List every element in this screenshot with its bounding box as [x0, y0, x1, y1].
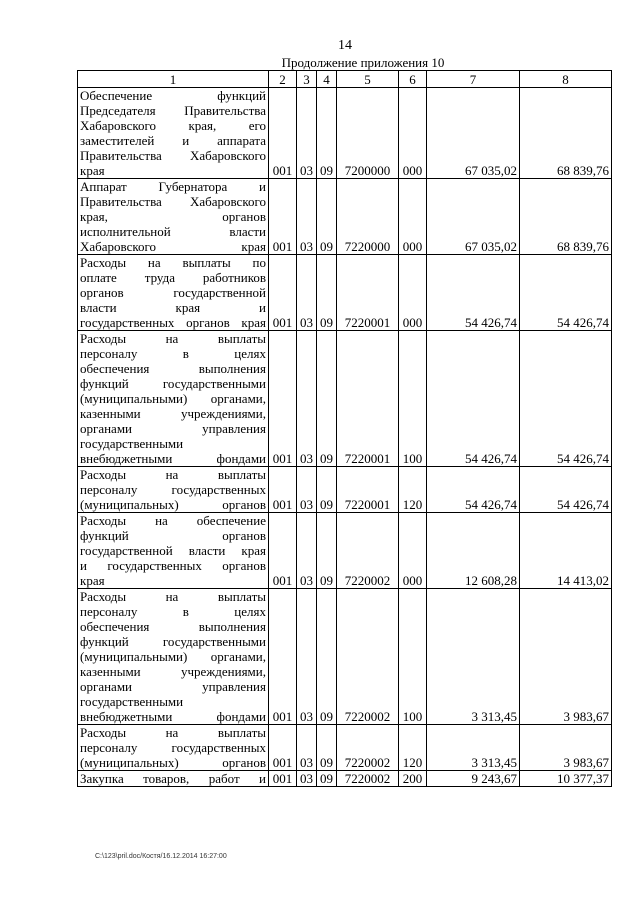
budget-table — [77, 70, 612, 787]
description-line: края — [80, 163, 105, 178]
ministry-code: 001 — [269, 589, 297, 725]
description-line: государственной власти края — [80, 543, 266, 558]
ministry-code: 001 — [269, 467, 297, 513]
table-row — [78, 725, 612, 771]
target-article-code: 7220001 — [337, 331, 399, 467]
expense-type-code: 000 — [399, 513, 427, 589]
subsection-code: 09 — [317, 513, 337, 589]
amount-year-2: 10 377,37 — [520, 771, 612, 787]
description-line: Расходы на выплаты — [80, 589, 266, 604]
amount-year-1: 3 313,45 — [427, 725, 520, 771]
subsection-code: 09 — [317, 255, 337, 331]
ministry-code: 001 — [269, 88, 297, 179]
amount-year-2: 3 983,67 — [520, 725, 612, 771]
description-line: органов государственной — [80, 285, 266, 300]
column-header-7: 7 — [427, 71, 520, 88]
description-line: Расходы на выплаты — [80, 725, 266, 740]
amount-year-2: 68 839,76 — [520, 179, 612, 255]
target-article-code: 7220002 — [337, 725, 399, 771]
ministry-code: 001 — [269, 179, 297, 255]
description-line: Расходы на выплаты — [80, 467, 266, 482]
amount-year-2: 14 413,02 — [520, 513, 612, 589]
table-row — [78, 513, 612, 589]
description-line: края, органов — [80, 209, 266, 224]
table-row — [78, 88, 612, 179]
target-article-code: 7220002 — [337, 589, 399, 725]
description-line: персоналу в целях — [80, 346, 266, 361]
description-line: Расходы на обеспечение — [80, 513, 266, 528]
description-line: (муниципальных) органов — [80, 755, 266, 770]
column-header-8: 8 — [520, 71, 612, 88]
subsection-code: 09 — [317, 179, 337, 255]
subsection-code: 09 — [317, 725, 337, 771]
description-line: функций органов — [80, 528, 266, 543]
section-code: 03 — [297, 331, 317, 467]
file-path-footer: C:\123\pril.doc/Костя/16.12.2014 16:27:00 — [95, 853, 227, 860]
target-article-code: 7220000 — [337, 179, 399, 255]
description-line: Правительства Хабаровского — [80, 148, 266, 163]
description-line: персоналу государственных — [80, 740, 266, 755]
description-line: (муниципальных) органов — [80, 497, 266, 512]
description-line: казенными учреждениями, — [80, 406, 266, 421]
description-line: обеспечения выполнения — [80, 361, 266, 376]
section-code: 03 — [297, 88, 317, 179]
description-line: края — [80, 573, 105, 588]
subsection-code: 09 — [317, 331, 337, 467]
description-line: органами управления — [80, 421, 266, 436]
page-number: 14 — [338, 38, 352, 53]
column-number-row — [78, 71, 612, 88]
section-code: 03 — [297, 255, 317, 331]
target-article-code: 7220002 — [337, 771, 399, 787]
table-row — [78, 179, 612, 255]
subsection-code: 09 — [317, 771, 337, 787]
subsection-code: 09 — [317, 589, 337, 725]
row-description — [78, 771, 269, 787]
table-row — [78, 255, 612, 331]
continuation-heading: Продолжение приложения 10 — [281, 55, 445, 70]
section-code: 03 — [297, 589, 317, 725]
amount-year-1: 12 608,28 — [427, 513, 520, 589]
description-line: внебюджетными фондами — [80, 451, 266, 466]
description-line: казенными учреждениями, — [80, 664, 266, 679]
description-line: заместителей и аппарата — [80, 133, 266, 148]
subsection-code: 09 — [317, 88, 337, 179]
amount-year-2: 68 839,76 — [520, 88, 612, 179]
description-line: Обеспечение функций — [80, 88, 266, 103]
row-description — [78, 725, 269, 771]
ministry-code: 001 — [269, 725, 297, 771]
amount-year-1: 9 243,67 — [427, 771, 520, 787]
row-description — [78, 467, 269, 513]
expense-type-code: 000 — [399, 255, 427, 331]
description-line: Расходы на выплаты — [80, 331, 266, 346]
amount-year-1: 67 035,02 — [427, 88, 520, 179]
section-code: 03 — [297, 771, 317, 787]
target-article-code: 7220002 — [337, 513, 399, 589]
description-line: (муниципальными) органами, — [80, 391, 266, 406]
description-line: государственными — [80, 694, 184, 709]
expense-type-code: 000 — [399, 88, 427, 179]
description-line: функций государственными — [80, 376, 266, 391]
amount-year-1: 54 426,74 — [427, 467, 520, 513]
amount-year-2: 3 983,67 — [520, 589, 612, 725]
column-header-6: 6 — [399, 71, 427, 88]
table-row — [78, 467, 612, 513]
section-code: 03 — [297, 467, 317, 513]
expense-type-code: 120 — [399, 467, 427, 513]
ministry-code: 001 — [269, 331, 297, 467]
column-header-4: 4 — [317, 71, 337, 88]
table-row — [78, 771, 612, 787]
amount-year-1: 67 035,02 — [427, 179, 520, 255]
row-description — [78, 513, 269, 589]
section-code: 03 — [297, 725, 317, 771]
amount-year-1: 54 426,74 — [427, 255, 520, 331]
row-description — [78, 88, 269, 179]
row-description — [78, 255, 269, 331]
description-line: Хабаровского края, его — [80, 118, 266, 133]
description-line: государственными — [80, 436, 184, 451]
column-header-3: 3 — [297, 71, 317, 88]
table-body — [78, 88, 612, 787]
expense-type-code: 120 — [399, 725, 427, 771]
description-line: органами управления — [80, 679, 266, 694]
description-line: персоналу государственных — [80, 482, 266, 497]
amount-year-1: 54 426,74 — [427, 331, 520, 467]
description-line: Правительства Хабаровского — [80, 194, 266, 209]
ministry-code: 001 — [269, 513, 297, 589]
column-header-2: 2 — [269, 71, 297, 88]
description-line: государственных органов края — [80, 315, 266, 330]
description-line: обеспечения выполнения — [80, 619, 266, 634]
row-description — [78, 179, 269, 255]
column-header-5: 5 — [337, 71, 399, 88]
description-line: функций государственными — [80, 634, 266, 649]
target-article-code: 7200000 — [337, 88, 399, 179]
table-row — [78, 331, 612, 467]
description-line: Расходы на выплаты по — [80, 255, 266, 270]
table-row — [78, 589, 612, 725]
subsection-code: 09 — [317, 467, 337, 513]
amount-year-1: 3 313,45 — [427, 589, 520, 725]
target-article-code: 7220001 — [337, 255, 399, 331]
description-line: Закупка товаров, работ и — [80, 771, 266, 786]
description-line: исполнительной власти — [80, 224, 266, 239]
expense-type-code: 100 — [399, 589, 427, 725]
description-line: персоналу в целях — [80, 604, 266, 619]
description-line: и государственных органов — [80, 558, 266, 573]
column-header-1: 1 — [78, 71, 269, 88]
expense-type-code: 200 — [399, 771, 427, 787]
description-line: Хабаровского края — [80, 239, 266, 254]
ministry-code: 001 — [269, 255, 297, 331]
section-code: 03 — [297, 513, 317, 589]
description-line: (муниципальными) органами, — [80, 649, 266, 664]
ministry-code: 001 — [269, 771, 297, 787]
amount-year-2: 54 426,74 — [520, 255, 612, 331]
description-line: Председателя Правительства — [80, 103, 266, 118]
row-description — [78, 589, 269, 725]
row-description — [78, 331, 269, 467]
expense-type-code: 100 — [399, 331, 427, 467]
expense-type-code: 000 — [399, 179, 427, 255]
amount-year-2: 54 426,74 — [520, 331, 612, 467]
description-line: внебюджетными фондами — [80, 709, 266, 724]
section-code: 03 — [297, 179, 317, 255]
amount-year-2: 54 426,74 — [520, 467, 612, 513]
description-line: власти края и — [80, 300, 266, 315]
description-line: Аппарат Губернатора и — [80, 179, 266, 194]
target-article-code: 7220001 — [337, 467, 399, 513]
description-line: оплате труда работников — [80, 270, 266, 285]
